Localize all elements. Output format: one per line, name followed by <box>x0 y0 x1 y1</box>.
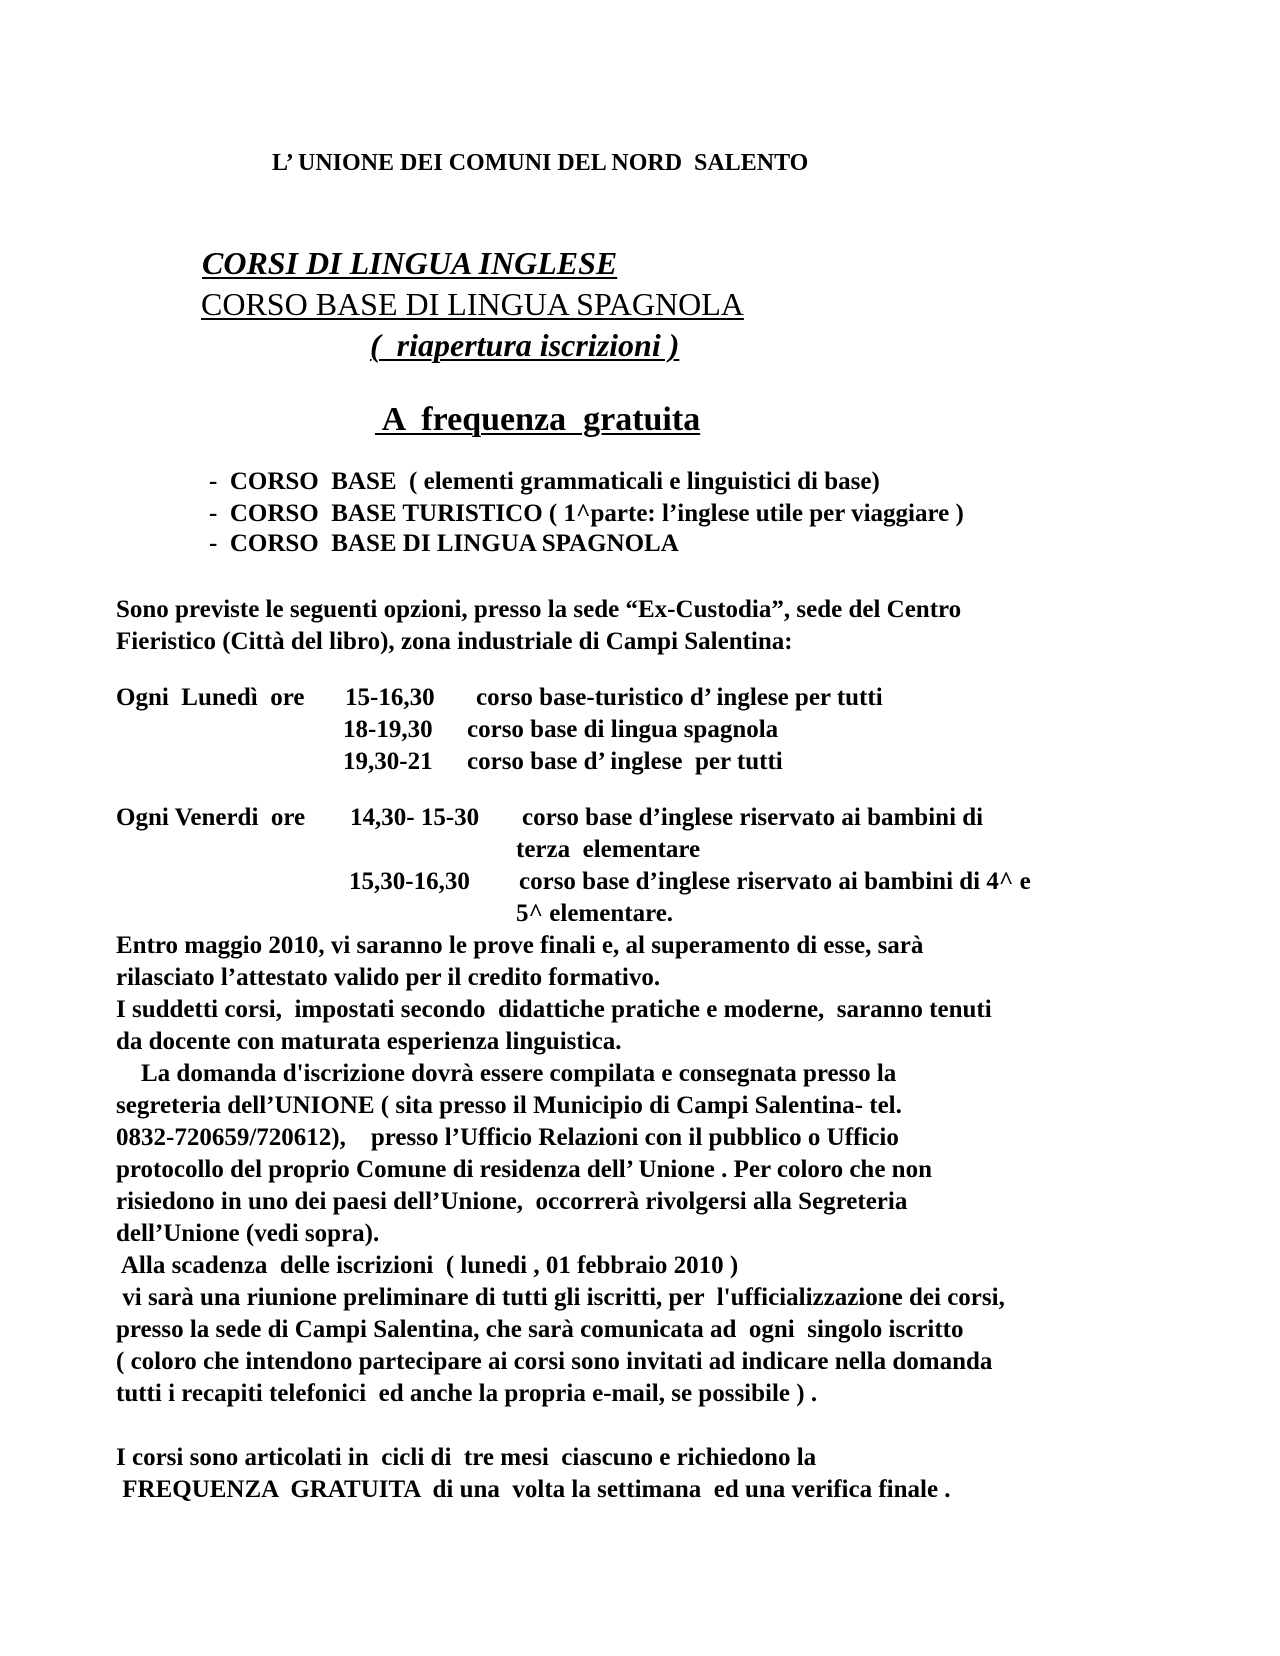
text-line: I corsi sono articolati in cicli di tre mesi ciascuno e richiedono la <box>116 1444 817 1471</box>
text-line: rilasciato l’attestato valido per il credito formativo. <box>116 964 661 991</box>
schedule-time: 18-19,30 <box>343 716 433 743</box>
text-line: ( coloro che intendono partecipare ai corsi sono invitati ad indicare nella domanda <box>116 1348 993 1375</box>
schedule-desc: corso base d’ inglese per tutti <box>467 748 783 775</box>
course-title-spanish: CORSO BASE DI LINGUA SPAGNOLA <box>201 286 744 322</box>
org-title: L’ UNIONE DEI COMUNI DEL NORD SALENTO <box>272 150 809 176</box>
text-line: segreteria dell’UNIONE ( sita presso il Municipio di Campi Salentina- tel. <box>116 1092 902 1119</box>
schedule-time: 19,30-21 <box>343 748 433 775</box>
text-line: FREQUENZA GRATUITA di una volta la settimana ed una verifica finale . <box>116 1476 951 1503</box>
list-item: - CORSO BASE ( elementi grammaticali e linguistici di base) <box>209 468 880 495</box>
text-line: presso la sede di Campi Salentina, che sarà comunicata ad ogni singolo iscritto <box>116 1316 964 1343</box>
schedule-desc: corso base d’inglese riservato ai bambini di <box>522 804 984 831</box>
text-line: da docente con maturata esperienza linguistica. <box>116 1028 622 1055</box>
registration-deadline: Alla scadenza delle iscrizioni ( lunedi , 01 febbraio 2010 ) <box>116 1252 739 1279</box>
reopening-note: ( riapertura iscrizioni ) <box>370 327 680 363</box>
text-line: protocollo del proprio Comune di residenza dell’ Unione . Per coloro che non <box>116 1156 932 1183</box>
course-title-english: CORSI DI LINGUA INGLESE <box>202 245 618 281</box>
text-line: Fieristico (Città del libro), zona industriale di Campi Salentina: <box>116 628 793 655</box>
free-attendance-heading: A frequenza gratuita <box>375 401 701 438</box>
text-line: I suddetti corsi, impostati secondo didattiche pratiche e moderne, saranno tenuti <box>116 996 992 1023</box>
list-item: - CORSO BASE TURISTICO ( 1^parte: l’inglese utile per viaggiare ) <box>209 500 964 527</box>
schedule-desc: corso base-turistico d’ inglese per tutti <box>476 684 883 711</box>
text-line: Sono previste le seguenti opzioni, presso la sede “Ex-Custodia”, sede del Centro <box>116 596 962 623</box>
schedule-desc: corso base di lingua spagnola <box>467 716 779 743</box>
text-line: risiedono in uno dei paesi dell’Unione, occorrerà rivolgersi alla Segreteria <box>116 1188 908 1215</box>
schedule-desc-cont: 5^ elementare. <box>516 900 674 927</box>
schedule-time: 14,30- 15-30 <box>350 804 480 831</box>
text-line: 0832-720659/720612), presso l’Ufficio Relazioni con il pubblico o Ufficio <box>116 1124 899 1151</box>
list-item: - CORSO BASE DI LINGUA SPAGNOLA <box>209 530 679 557</box>
text-line: vi sarà una riunione preliminare di tutti gli iscritti, per l'ufficializzazione dei corsi, <box>116 1284 1005 1311</box>
text-line: La domanda d'iscrizione dovrà essere compilata e consegnata presso la <box>116 1060 897 1087</box>
schedule-time: 15,30-16,30 <box>349 868 470 895</box>
text-line: Entro maggio 2010, vi saranno le prove finali e, al superamento di esse, sarà <box>116 932 924 959</box>
text-line: dell’Unione (vedi sopra). <box>116 1220 380 1247</box>
schedule-time: 15-16,30 <box>345 684 435 711</box>
friday-label: Ogni Venerdi ore <box>116 804 306 831</box>
text-line: tutti i recapiti telefonici ed anche la propria e-mail, se possibile ) . <box>116 1380 818 1407</box>
schedule-desc: corso base d’inglese riservato ai bambini di 4^ e <box>519 868 1031 895</box>
monday-label: Ogni Lunedì ore <box>116 684 305 711</box>
schedule-desc-cont: terza elementare <box>516 836 701 863</box>
